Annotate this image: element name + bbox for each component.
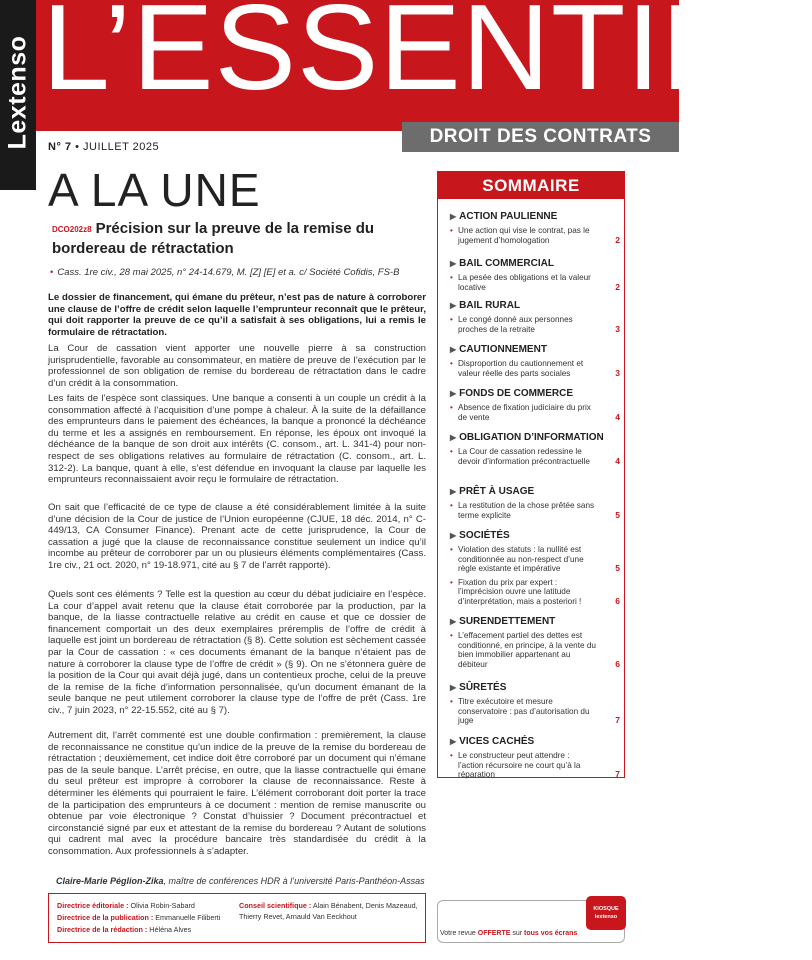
article-paragraph: Quels sont ces éléments ? Telle est la question au cœur du débat judiciaire en l’espèce. La cour d’appel avait retenu que la clause était corroborée par la production, par la banque, de la liasse contractuelle relative au crédit en cause et que ce dossier de financement comportait un des deux exemplaires préremplis de l’offre de crédit à laquelle est joint un bordereau de rétractation (§ 8). Cette solution est sèchement cassée par la Cour de cassation : « ces documents émanant de la banque n’étaient pas de nature à corroborer la clause type de l’offre de crédit » (§ 9). On ne s’étonnera guère de la position de la Cour qui avait déjà jugé, dans un contentieux proche, celui de la preuve de la remise de la fiche d’information personnalisée, qu’un document émanant de la seule banque ne peut utilement corroborer la clause type de l’offre de prêt (Cass. 1re civ., 7 juin 2023, n° 22-15.552, cité au § 7). xyxy=(48,589,426,716)
sommaire-item[interactable] xyxy=(450,697,620,726)
triangle-icon: ▶ xyxy=(450,617,457,626)
article-author xyxy=(56,876,436,886)
item-text: Disproportion du cautionnement et valeur réelle des parts sociales xyxy=(458,359,584,378)
article-paragraph: La Cour de cassation vient apporter une nouvelle pierre à sa construction jurisprudentielle, favorable au consommateur, en matière de preuve de l’exécution par le professionnel de son obligation de remise du bordereau de rétractation dans le cadre d’un crédit à la consommation. xyxy=(48,343,426,389)
item-page: 5 xyxy=(615,563,620,574)
item-page: 2 xyxy=(615,234,620,245)
sommaire-item[interactable] xyxy=(450,403,620,422)
page-headline: A LA UNE xyxy=(48,164,261,216)
credit-label: Directrice de la publication : xyxy=(57,913,154,922)
sommaire-section[interactable] xyxy=(450,682,620,726)
credits-left xyxy=(57,900,237,936)
sommaire-section[interactable] xyxy=(450,211,620,245)
article-paragraph: On sait que l’efficacité de ce type de clause a été considérablement limitée à la suite d’une décision de la Cour de justice de l’Union européenne (CJUE, 18 déc. 2014, n° C-449/13, CA Consumer Finance). Prenant acte de cette jurisprudence, la Cour de cassation a jugé que la clause de reconnaissance constitue seulement un indice qu’il incombe au prêteur de corroborer par un ou plusieurs éléments complémentaires (Cass. 1re civ., 21 oct. 2020, n° 19-18.971, cité au § 7 de l’arrêt rapporté). xyxy=(48,502,426,571)
section-title: VICES CACHÉS xyxy=(459,736,535,747)
sommaire-section[interactable] xyxy=(450,530,620,607)
article-lead: Le dossier de financement, qui émane du prêteur, n’est pas de nature à corroborer une clause de l’offre de crédit selon laquelle l’emprunteur reconnaît que le prêteur, qui doit rapporter la preuve de ce qu’il a satisfait à ses obligations, lui a remis le formulaire de rétractation. xyxy=(48,292,426,338)
kiosque-offer: OFFERTE xyxy=(477,930,511,937)
credit-value: Héléna Alves xyxy=(149,925,192,934)
author-name: Claire-Marie Péglion-Zika xyxy=(56,876,164,886)
kiosque-logo-line: KIOSQUE xyxy=(593,906,619,912)
sommaire-section[interactable] xyxy=(450,432,620,466)
brand-logo: Lextenso xyxy=(3,35,32,150)
kiosque-screens: tous vos écrans xyxy=(524,930,578,937)
issue-date: JUILLET 2025 xyxy=(83,141,160,153)
bullet-icon: • xyxy=(450,697,453,706)
kiosque-text xyxy=(440,930,577,937)
item-text: Titre exécutoire et mesure conservatoire : pas d’autorisation du juge xyxy=(458,697,590,726)
bullet-icon: • xyxy=(450,273,453,282)
triangle-icon: ▶ xyxy=(450,683,457,692)
triangle-icon: ▶ xyxy=(450,212,457,221)
sommaire-item[interactable] xyxy=(450,226,620,245)
article-decision xyxy=(50,267,430,278)
section-title: BAIL RURAL xyxy=(459,300,521,311)
brand-strip xyxy=(0,0,36,190)
section-title: SOCIÉTÉS xyxy=(459,530,510,541)
section-title: SÛRETÉS xyxy=(459,682,507,693)
sommaire-section[interactable] xyxy=(450,486,620,520)
item-page: 7 xyxy=(615,769,620,780)
sommaire-section[interactable] xyxy=(450,388,620,422)
section-title: BAIL COMMERCIAL xyxy=(459,258,554,269)
bullet-icon: • xyxy=(450,359,453,368)
bullet-icon: • xyxy=(450,545,453,554)
item-page: 6 xyxy=(615,658,620,669)
section-label: DROIT DES CONTRATS xyxy=(402,122,679,152)
sommaire-title: SOMMAIRE xyxy=(438,172,624,199)
item-page: 4 xyxy=(615,455,620,466)
sommaire-box xyxy=(437,171,625,778)
item-page: 5 xyxy=(615,509,620,520)
article-ref: DCO202z8 xyxy=(52,224,92,234)
bullet-icon: • xyxy=(450,501,453,510)
bullet-icon: • xyxy=(450,226,453,235)
triangle-icon: ▶ xyxy=(450,259,457,268)
triangle-icon: ▶ xyxy=(450,737,457,746)
kiosque-text-part: Votre revue xyxy=(440,930,478,937)
section-title: ACTION PAULIENNE xyxy=(459,211,558,222)
credits-right xyxy=(239,900,419,922)
sommaire-item[interactable] xyxy=(450,545,620,574)
kiosque-logo[interactable] xyxy=(586,896,626,930)
sommaire-item[interactable] xyxy=(450,578,620,607)
sommaire-item[interactable] xyxy=(450,501,620,520)
triangle-icon: ▶ xyxy=(450,301,457,310)
article-paragraph: Autrement dit, l’arrêt commenté est une double confirmation : premièrement, la clause de reconnaissance ne constitue qu’un indice de la preuve de la remise du bordereau de rétractation ; deuxièmement, cet indice doit être corroboré par un document qui n’émane pas de la seule banque. L’arrêt précise, en outre, que la liasse contractuelle qui émane du seul prêteur est impropre à corroborer la clause de reconnaissance. Reste à déterminer les éléments qui pourraient le faire. L’élément corroborant doit porter la trace de la participation des emprunteurs à ce document : mention de remise manuscrite ou obtenue par voie électronique ? Constat d’huissier ? Document précontractuel et circonstancié signé par eux et attestant de la remise du bordereau ? Autant de solutions qui cadrent mal avec la procédure bancaire très standardisée du crédit à la consommation. Aux professionnels à s’adapter. xyxy=(48,730,426,857)
masthead-title: L’ESSENTIEL xyxy=(42,0,812,115)
section-title: CAUTIONNEMENT xyxy=(459,344,547,355)
sommaire-section[interactable] xyxy=(450,300,620,334)
item-text: La restitution de la chose prêtée sans terme explicite xyxy=(458,501,595,520)
item-text: Violation des statuts : la nullité est conditionnée au non-respect d’une règle existante et impérative xyxy=(458,545,584,574)
credit-value: Olivia Robin-Sabard xyxy=(130,901,195,910)
decision-text: Cass. 1re civ., 28 mai 2025, n° 24-14.679, M. [Z] [E] et a. c/ Société Cofidis, FS-B xyxy=(57,267,400,278)
credit-label: Directrice de la rédaction : xyxy=(57,925,148,934)
item-text: Fixation du prix par expert : l’imprécision ouvre une latitude d’interprétation, mais a posteriori ! xyxy=(458,577,582,606)
item-page: 2 xyxy=(615,281,620,292)
bullet-icon: • xyxy=(50,267,54,278)
issue-info xyxy=(48,141,159,153)
item-text: La pesée des obligations et la valeur locative xyxy=(458,273,591,292)
item-text: Une action qui vise le contrat, pas le jugement d’homologation xyxy=(458,226,590,245)
item-text: La Cour de cassation redessine le devoir d’information précontractuelle xyxy=(458,447,590,466)
triangle-icon: ▶ xyxy=(450,389,457,398)
article-title-block xyxy=(52,219,412,258)
triangle-icon: ▶ xyxy=(450,345,457,354)
triangle-icon: ▶ xyxy=(450,433,457,442)
section-title: SURENDETTEMENT xyxy=(459,616,556,627)
section-title: PRÊT À USAGE xyxy=(459,486,535,497)
section-title: OBLIGATION D’INFORMATION xyxy=(459,432,604,443)
sommaire-section[interactable] xyxy=(450,616,620,669)
kiosque-logo-line: lextenso xyxy=(594,914,618,920)
bullet-icon: • xyxy=(450,631,453,640)
sommaire-item[interactable] xyxy=(450,751,620,780)
bullet-icon: • xyxy=(450,751,453,760)
kiosque-text-part: sur xyxy=(510,930,525,937)
author-role: , maître de conférences HDR à l’université Paris-Panthéon-Assas xyxy=(163,876,425,886)
sommaire-item[interactable] xyxy=(450,315,620,334)
item-page: 7 xyxy=(615,715,620,726)
sommaire-item[interactable] xyxy=(450,359,620,378)
item-text: Le constructeur peut attendre : l’action récursoire ne court qu’à la réparation xyxy=(458,751,581,780)
sommaire-section[interactable] xyxy=(450,258,620,292)
item-page: 3 xyxy=(615,367,620,378)
sommaire-item[interactable] xyxy=(450,273,620,292)
sommaire-item[interactable] xyxy=(450,631,620,669)
bullet-icon: • xyxy=(450,577,453,587)
credit-value: Emmanuelle Filiberti xyxy=(155,913,221,922)
bullet-icon: • xyxy=(450,447,453,456)
item-page: 6 xyxy=(615,595,620,606)
article-title: Précision sur la preuve de la remise du bordereau de rétractation xyxy=(52,220,375,257)
bullet-icon: • xyxy=(450,315,453,324)
item-text: Absence de fixation judiciaire du prix de vente xyxy=(458,403,591,422)
credit-value: Alain Bénabent, Denis Mazeaud, Thierry Revet, Arnauld Van Eeckhout xyxy=(239,901,418,921)
sommaire-section[interactable] xyxy=(450,736,620,780)
triangle-icon: ▶ xyxy=(450,531,457,540)
credit-label: Directrice éditoriale : xyxy=(57,901,129,910)
item-page: 4 xyxy=(615,411,620,422)
article-paragraph: Les faits de l’espèce sont classiques. Une banque a consenti à un couple un crédit à la consommation affecté à l’acquisition d’une pompe à chaleur. À la suite de la défaillance des emprunteurs dans le paiement des échéances, la banque a prononcé la déchéance du terme et les a assignés en remboursement. En réponse, les époux ont invoqué la déchéance de la banque de son droit aux intérêts (C. consom., art. L. 341-4) pour non-respect de ses obligations relatives au formulaire de rétractation (C. consom., art. L. 312-2). La banque, quant à elle, s’est défendue en invoquant la clause par laquelle les emprunteurs reconnaissaient avoir reçu le formulaire de rétractation. xyxy=(48,393,426,486)
credit-label: Conseil scientifique : xyxy=(239,901,312,910)
section-title: FONDS DE COMMERCE xyxy=(459,388,574,399)
item-page: 3 xyxy=(615,323,620,334)
bullet-icon: • xyxy=(450,403,453,412)
item-text: L’effacement partiel des dettes est conditionné, en principe, à la vente du bien immobilier appartenant au débiteur xyxy=(458,631,596,669)
triangle-icon: ▶ xyxy=(450,487,457,496)
issue-number: N° 7 xyxy=(48,141,72,153)
credits-box xyxy=(48,893,426,943)
item-text: Le congé donné aux personnes proches de la retraite xyxy=(458,315,573,334)
sommaire-section[interactable] xyxy=(450,344,620,378)
sommaire-item[interactable] xyxy=(450,447,620,466)
issue-separator: • xyxy=(75,141,84,153)
